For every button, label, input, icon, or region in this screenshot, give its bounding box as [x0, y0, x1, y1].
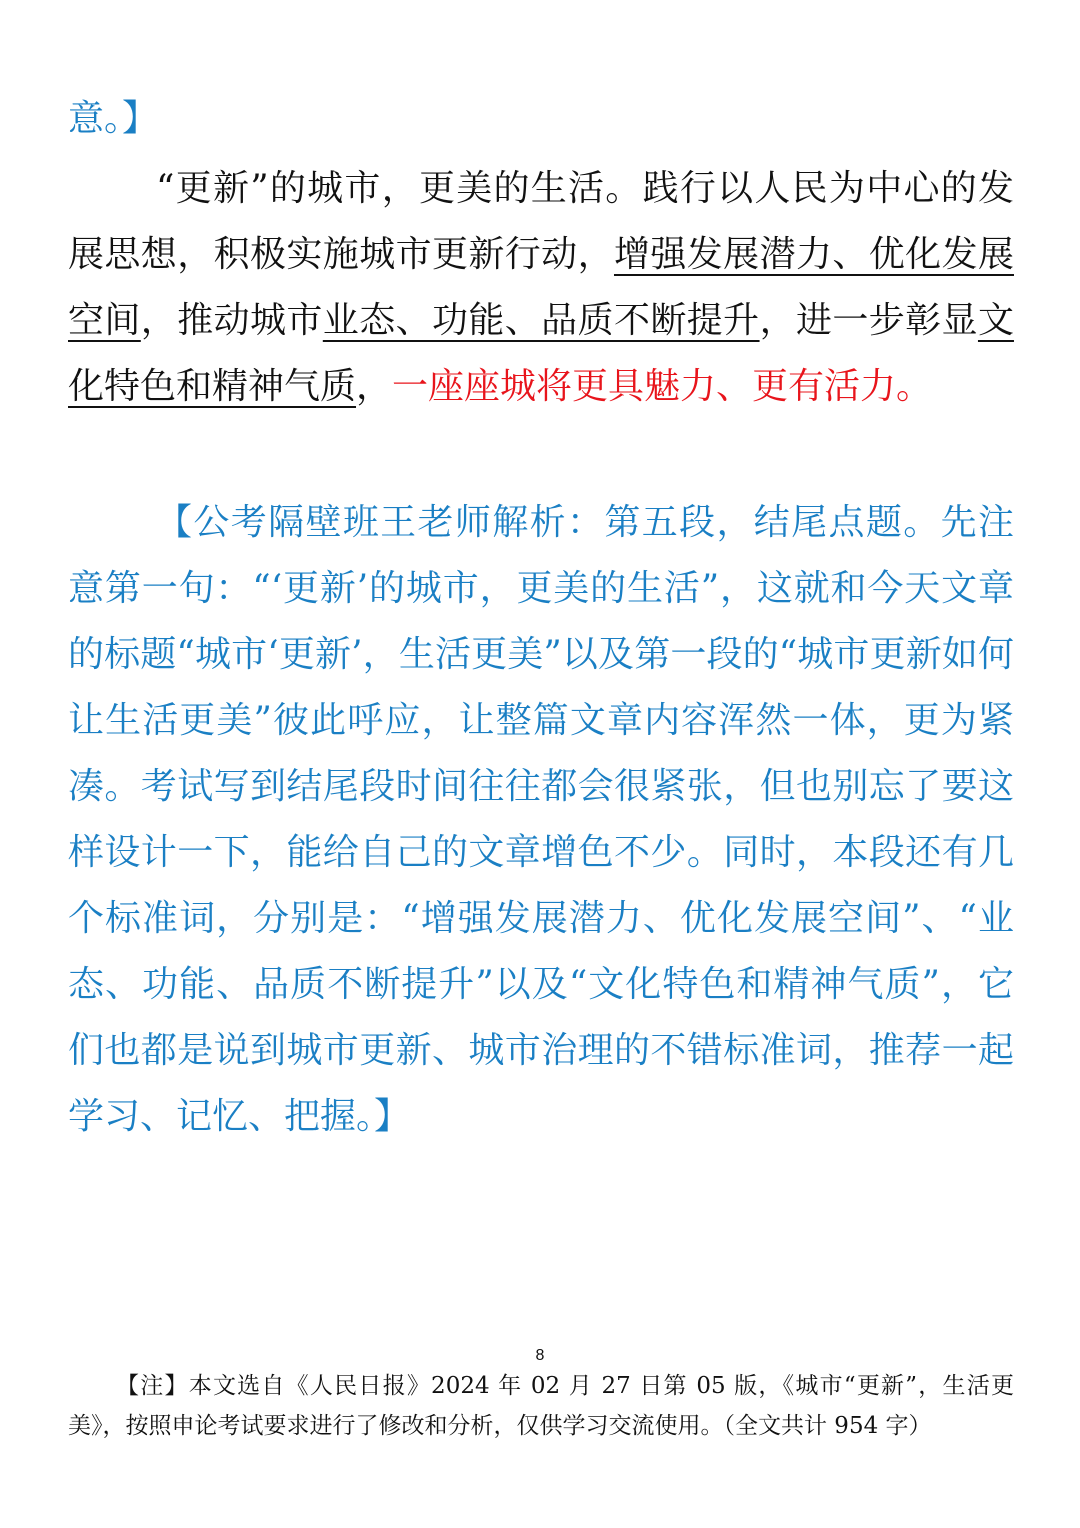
analysis-fragment-end: 意。】 — [68, 98, 159, 139]
paragraph-text-1: “更新”的城市，更美的生活。践行以人民为中心的发展思想，积极实施城市更新行动， — [68, 168, 1014, 275]
teacher-analysis: 【公考隔壁班王老师解析：第五段，结尾点题。先注意第一句：“‘更新’的城市，更美的生活”，这就和今天文章的标题“城市‘更新’，生活更美”以及第一段的“城市更新如何让生活更美”彼此呼应，让整篇文章内容浑然一体，更为紧凑。考试写到结尾段时间往往都会很紧张，但也别忘了要这样设计一下，能给自己的文章增色不少。同时，本段还有几个标准词，分别是：“增强发展潜力、优化发展空间”、“业态、功能、品质不断提升”以及“文化特色和精神气质”，它们也都是说到城市更新、城市治理的不错标准词，推荐一起学习、记忆、把握。】 — [68, 502, 1014, 1137]
source-note: 【注】本文选自《人民日报》2024 年 02 月 27 日第 05 版，《城市“更新”，生活更美》，按照申论考试要求进行了修改和分析，仅供学习交流使用。（全文共计 954 字） — [68, 1373, 1014, 1439]
body-paragraph — [68, 156, 1014, 420]
underlined-phrase-culture: 文化特色和精神气质 — [68, 300, 1014, 407]
paragraph-text-3: ，进一步彰显 — [759, 300, 978, 341]
paragraph-text-4: ， — [356, 366, 393, 407]
highlighted-conclusion: 一座座城将更具魅力、更有活力。 — [392, 366, 933, 407]
underlined-phrase-quality: 业态、功能、品质不断提升 — [322, 300, 760, 341]
paragraph-text-2: ，推动城市 — [140, 300, 323, 341]
page-number: 8 — [535, 1347, 545, 1364]
underlined-phrase-potential: 增强发展潜力、优化发展空间 — [68, 234, 1014, 341]
